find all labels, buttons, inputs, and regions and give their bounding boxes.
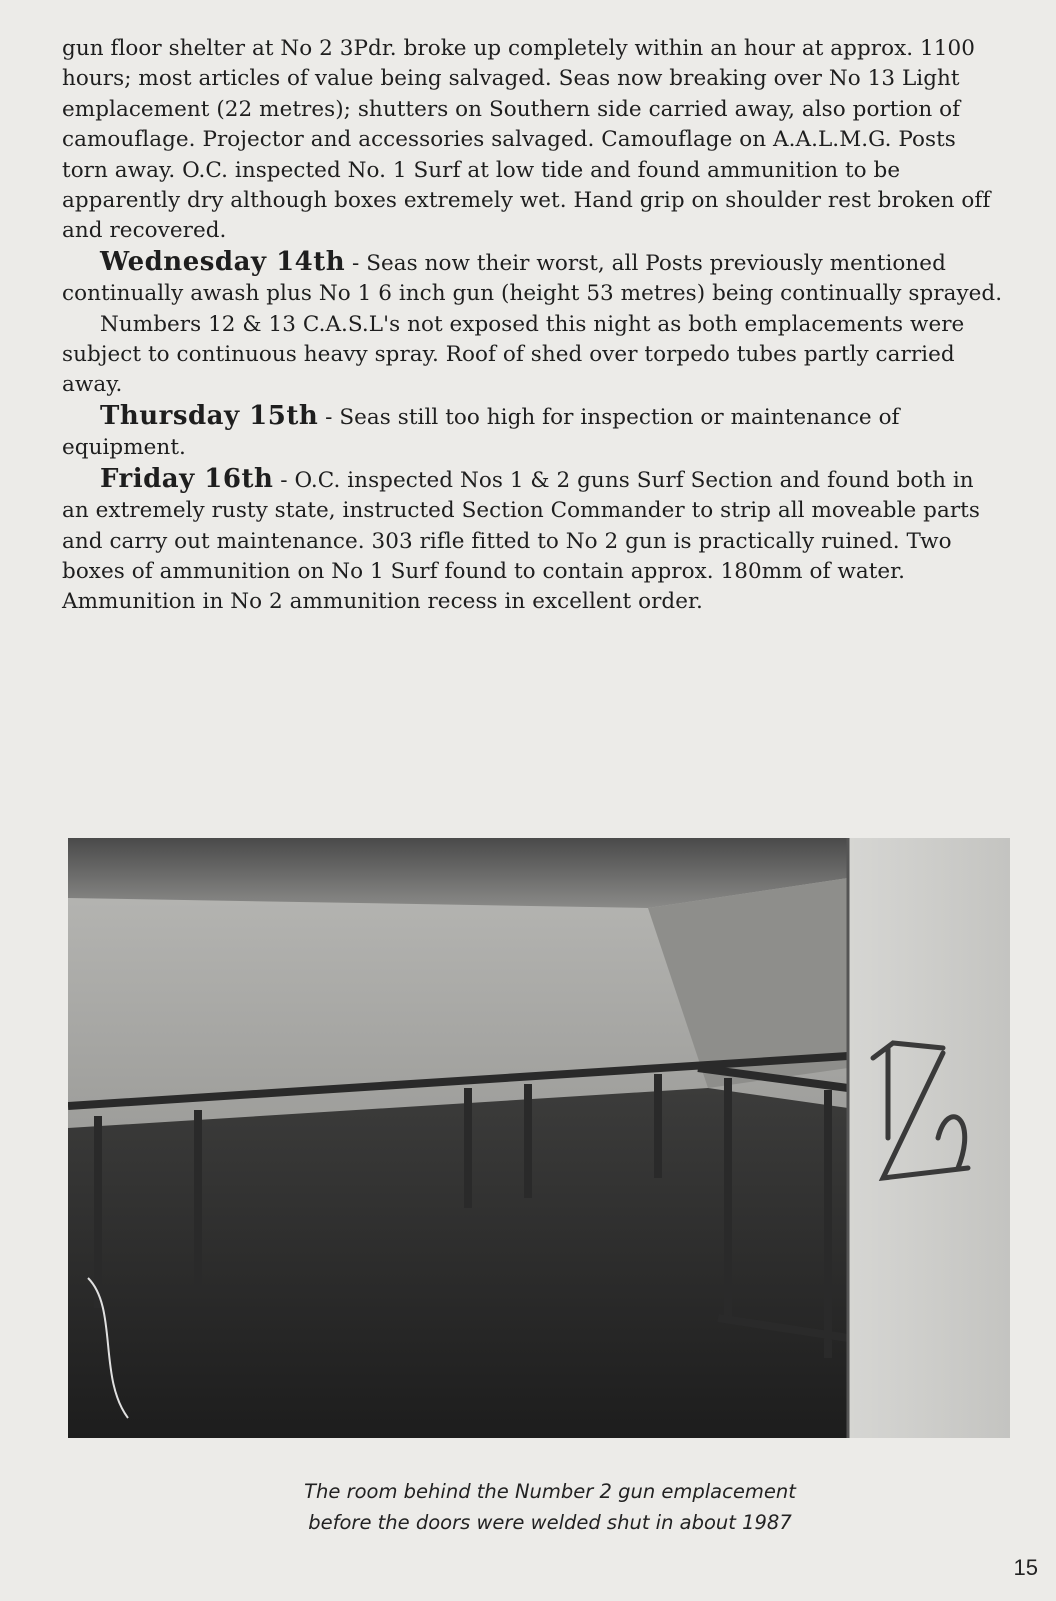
entry-friday — [62, 464, 1007, 618]
paragraph-text: Numbers 12 & 13 C.A.S.L's not exposed this night as both emplacements were subject to continuous heavy spray. Roof of shed over torpedo tubes partly carried away. — [62, 311, 965, 398]
paragraph-continuation — [62, 34, 1007, 247]
entry-text: - Seas now their worst, all Posts previously mentioned continually awash plus No 1 6 inch gun (height 53 metres) being continually sprayed. — [62, 250, 1003, 307]
day-heading: Friday 16th — [100, 463, 274, 494]
page-number: 15 — [1013, 1555, 1038, 1580]
paragraph-text: gun floor shelter at No 2 3Pdr. broke up completely within an hour at approx. 1100 hours; most articles of value being salvaged. Seas now breaking over No 13 Light emplacement (22 metres); shutters on Southern side carried away, also portion of camouflage. Projector and accessories salvaged. Camouflage on A.A.L.M.G. Posts torn away. O.C. inspected No. 1 Surf at low tide and found ammunition to be apparently dry although boxes extremely wet. Hand grip on shoulder rest broken off and recovered. — [62, 36, 991, 244]
photograph-room-behind-gun-emplacement — [68, 838, 1010, 1438]
caption-line-1: The room behind the Number 2 gun emplacement — [304, 1480, 796, 1503]
caption-line-2: before the doors were welded shut in about 1987 — [308, 1511, 792, 1534]
body-text — [62, 34, 1007, 618]
photo-caption — [200, 1476, 900, 1538]
day-heading: Wednesday 14th — [100, 246, 346, 277]
photo-illustration — [68, 838, 1010, 1438]
entry-text: - Seas still too high for inspection or maintenance of equipment. — [62, 404, 900, 461]
entry-text: - O.C. inspected Nos 1 & 2 guns Surf Section and found both in an extremely rusty state, instructed Section Commander to strip all moveable parts and carry out maintenance. 303 rifle fitted to No 2 gun is practically ruined. Two boxes of ammunition on No 1 Surf found to contain approx. 180mm of water. Ammunition in No 2 ammunition recess in excellent order. — [62, 467, 980, 615]
paragraph-casl — [62, 310, 1007, 401]
entry-wednesday — [62, 247, 1007, 310]
entry-thursday — [62, 401, 1007, 464]
door-panel — [848, 838, 1010, 1438]
day-heading: Thursday 15th — [100, 400, 319, 431]
